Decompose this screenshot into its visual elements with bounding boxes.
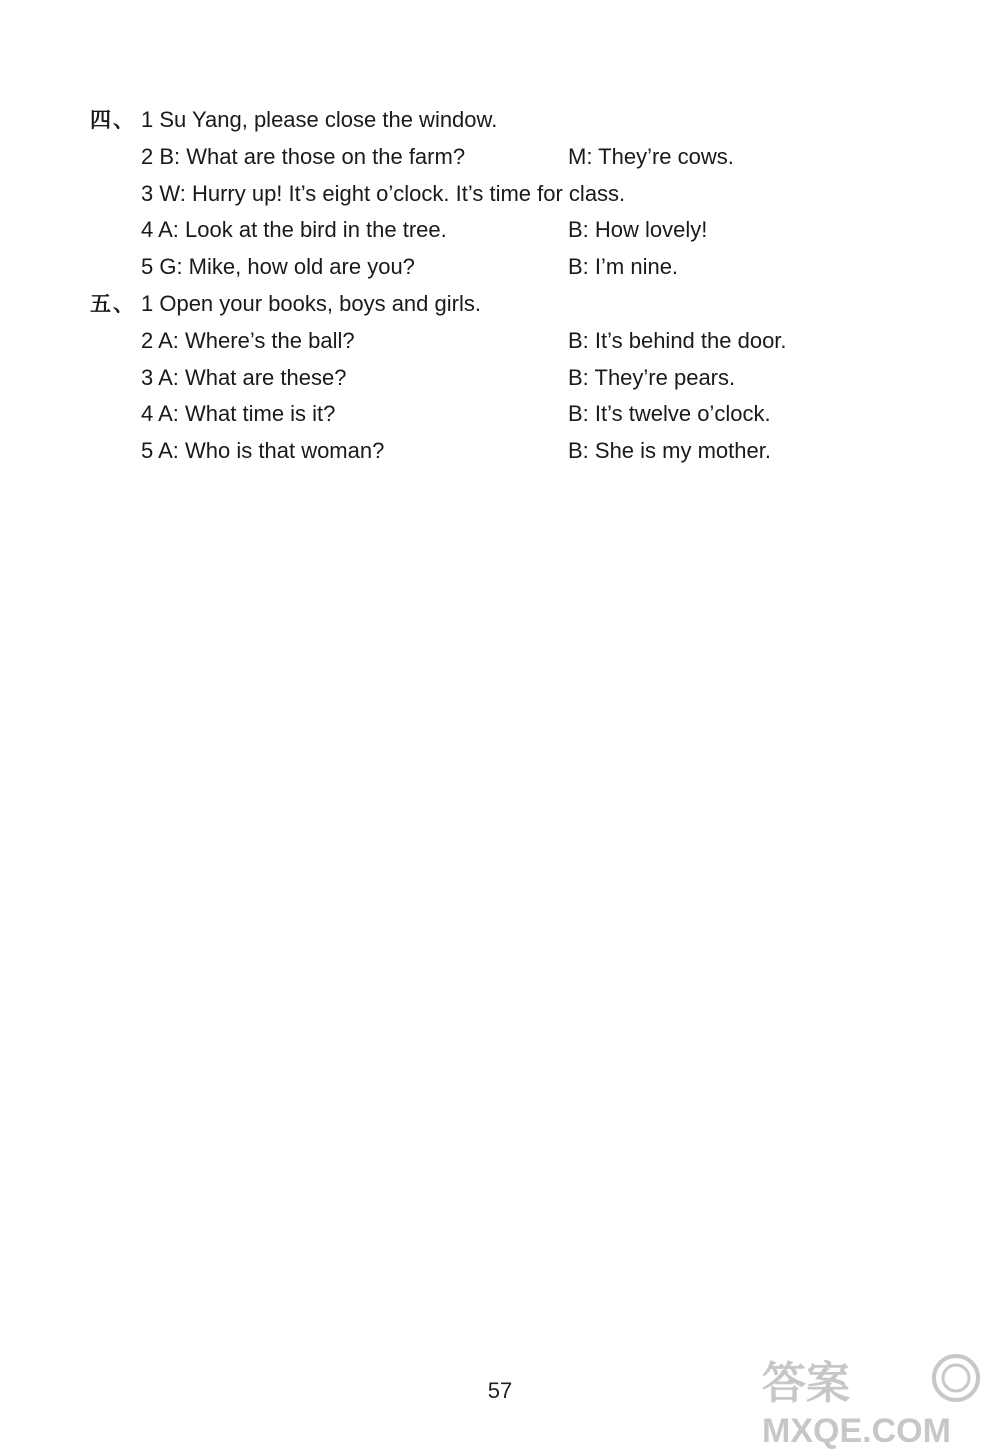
dialogue-text: 4 A: What time is it? bbox=[141, 401, 336, 427]
watermark-seal-icon bbox=[934, 1356, 978, 1400]
watermark-bottom-text: MXQE.COM bbox=[762, 1412, 951, 1450]
dialogue-text: 1 Su Yang, please close the window. bbox=[141, 107, 498, 132]
dialogue-text: 3 W: Hurry up! It’s eight o’clock. It’s time for class. bbox=[141, 180, 626, 206]
watermark-seal-inner-icon bbox=[943, 1365, 969, 1391]
section-four bbox=[90, 102, 950, 286]
line-5-5 bbox=[90, 433, 950, 470]
dialogue-text: 2 B: What are those on the farm? bbox=[141, 143, 466, 169]
line-4-3 bbox=[90, 176, 950, 213]
watermark-top-text: 答案 bbox=[762, 1358, 850, 1409]
dialogue-text: 3 A: What are these? bbox=[141, 364, 347, 390]
line-5-2 bbox=[90, 323, 950, 360]
dialogue-response: B: It’s twelve o’clock. bbox=[568, 401, 771, 427]
dialogue-response: B: She is my mother. bbox=[568, 438, 771, 464]
dialogue-response: B: They’re pears. bbox=[568, 364, 736, 390]
section-marker: 五、 bbox=[90, 292, 136, 316]
dialogue-text: 1 Open your books, boys and girls. bbox=[141, 291, 481, 316]
section-five bbox=[90, 286, 950, 470]
dialogue-response: B: How lovely! bbox=[568, 217, 708, 243]
line-5-1 bbox=[90, 286, 950, 323]
dialogue-response: B: I’m nine. bbox=[568, 254, 679, 280]
line-4-2 bbox=[90, 139, 950, 176]
dialogue-text: 2 A: Where’s the ball? bbox=[141, 327, 355, 353]
line-4-5 bbox=[90, 249, 950, 286]
line-5-4 bbox=[90, 396, 950, 433]
dialogue-response: M: They’re cows. bbox=[568, 143, 734, 169]
line-5-3 bbox=[90, 360, 950, 397]
dialogue-text: 5 G: Mike, how old are you? bbox=[141, 254, 415, 280]
line-4-4 bbox=[90, 212, 950, 249]
line-4-1 bbox=[90, 102, 950, 139]
dialogue-text: 4 A: Look at the bird in the tree. bbox=[141, 217, 447, 243]
watermark-graphic bbox=[742, 1350, 992, 1450]
dialogue-response: B: It’s behind the door. bbox=[568, 327, 787, 353]
dialogue-text: 5 A: Who is that woman? bbox=[141, 438, 385, 464]
page-number: 57 bbox=[487, 1378, 513, 1403]
watermark-logo bbox=[742, 1350, 992, 1450]
section-marker: 四、 bbox=[90, 108, 136, 132]
